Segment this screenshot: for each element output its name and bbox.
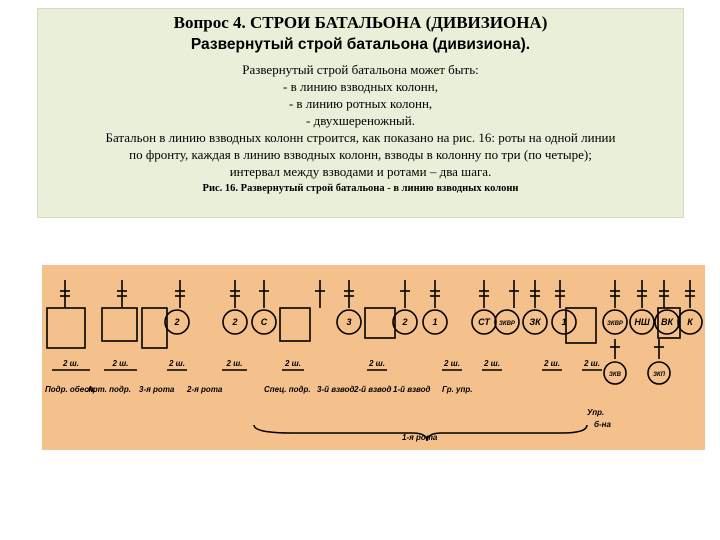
- unit-label: Подр. обесп.: [45, 385, 96, 394]
- interval-label: 2 ш.: [369, 359, 386, 368]
- unit-circle-label: С: [260, 317, 268, 327]
- interval-label: 2 ш.: [169, 359, 186, 368]
- page-title: Вопрос 4. СТРОИ БАТАЛЬОНА (ДИВИЗИОНА): [173, 13, 548, 32]
- interval-label: 2 ш.: [484, 359, 501, 368]
- interval-label: 2 ш.: [226, 359, 243, 368]
- unit-circle-label: 3: [346, 317, 352, 327]
- unit-circle-label: ЗКВР: [607, 321, 623, 327]
- unit-circle-label: ЗК: [529, 317, 541, 327]
- unit-circle-label: 2: [402, 317, 408, 327]
- bracket-label: 1-я рота: [402, 433, 438, 442]
- unit-circle-label: 1: [432, 317, 438, 327]
- interval-label: 2 ш.: [112, 359, 129, 368]
- unit-circle-label: ЗКВР: [499, 321, 515, 327]
- unit-circle-label: ЗКП: [653, 372, 665, 378]
- unit-label: Арт. подр.: [87, 385, 131, 394]
- unit-rect: [102, 308, 137, 341]
- unit-label: 3-я рота: [139, 385, 175, 394]
- unit-rect: [566, 308, 596, 343]
- unit-circle-label: 2: [232, 317, 238, 327]
- text-line: - в линию взводных колонн,: [283, 79, 438, 94]
- interval-label: 2 ш.: [285, 359, 302, 368]
- interval-label: 2 ш.: [584, 359, 601, 368]
- text-line: интервал между взводами и ротами – два шага.: [229, 164, 492, 179]
- interval-label: 2 ш.: [544, 359, 561, 368]
- text-line: - двухшереножный.: [306, 113, 415, 128]
- unit-label: Гр. упр.: [442, 385, 473, 394]
- figure-caption: Рис. 16. Развернутый строй батальона - в линию взводных колонн: [202, 183, 519, 194]
- unit-rect: [365, 308, 395, 338]
- unit-circle-label: ВК: [660, 317, 674, 327]
- unit-label: б-на: [594, 420, 611, 429]
- unit-circle-label: 2: [174, 317, 180, 327]
- unit-label: Упр.: [587, 408, 605, 417]
- formation-diagram-svg: [42, 265, 705, 450]
- text-line: Развернутый строй батальона может быть:: [242, 62, 479, 77]
- unit-circle-label: 1: [561, 317, 567, 327]
- interval-label: 2 ш.: [444, 359, 461, 368]
- unit-rect: [280, 308, 310, 341]
- unit-circle-label: К: [687, 317, 693, 327]
- unit-circle-label: НШ: [634, 317, 650, 327]
- unit-label: 3-й взвод: [317, 385, 355, 394]
- unit-rect: [47, 308, 85, 348]
- text-line: - в линию ротных колонн,: [288, 96, 433, 111]
- interval-label: 2 ш.: [63, 359, 80, 368]
- text-panel: [37, 8, 684, 218]
- unit-label: 1-й взвод: [393, 385, 431, 394]
- unit-label: 2-я рота: [187, 385, 223, 394]
- text-line: Батальон в линию взводных колонн строится, как показано на рис. 16: роты на одной линии: [105, 130, 616, 145]
- formation-diagram: [42, 265, 705, 450]
- unit-circle-label: СТ: [478, 317, 490, 327]
- unit-rect: [142, 308, 167, 348]
- unit-circle-label: ЗКВ: [609, 372, 621, 378]
- page-subtitle: Развернутый строй батальона (дивизиона).: [190, 36, 531, 53]
- unit-label: Спец. подр.: [264, 385, 311, 394]
- unit-label: 2-й взвод: [354, 385, 392, 394]
- text-line: по фронту, каждая в линию взводных колонн, взводы в колонну по три (по четыре);: [129, 147, 592, 162]
